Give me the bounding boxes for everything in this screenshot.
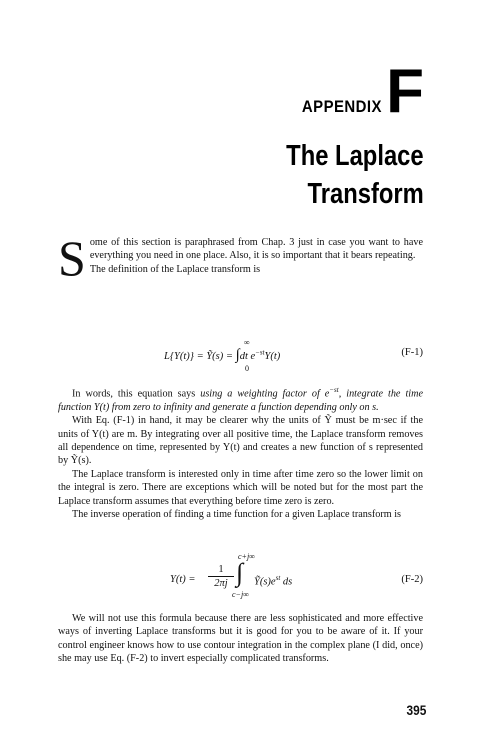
intro-paragraph bbox=[58, 230, 423, 286]
appendix-word: APPENDIX bbox=[302, 97, 383, 116]
eq1-integral-sign: ∫ bbox=[235, 347, 240, 363]
eq1-label: (F-1) bbox=[401, 347, 423, 358]
eq2-exponent: st bbox=[275, 574, 281, 582]
closing-paragraph: We will not use this formula because there are less sophisticated and more effective ways of inverting Laplace transforms but it is good for you to be aware of it. If your control engineer knows how to use contour integration in the complex plane (I did, once) she may use Eq. (F-2) to invert especially complicated transforms. bbox=[58, 613, 423, 665]
closing-paragraph-block bbox=[58, 612, 423, 666]
equation-f2 bbox=[58, 552, 423, 604]
eq1-lower-limit: 0 bbox=[245, 364, 249, 373]
equation-f1 bbox=[58, 338, 423, 373]
eq1-rhs-tail: Y(t) bbox=[264, 351, 281, 362]
eq2-lower-limit: c−j∞ bbox=[232, 590, 249, 599]
eq2-rhs bbox=[254, 574, 292, 588]
chapter-title-line-2: Transform bbox=[307, 178, 424, 210]
eq2-upper-limit: c+j∞ bbox=[238, 552, 255, 561]
appendix-heading bbox=[291, 57, 424, 126]
drop-cap: S bbox=[58, 230, 86, 286]
paragraph-in-words bbox=[58, 384, 423, 414]
p1-start: In words, this equation says bbox=[72, 388, 201, 400]
eq1-upper-limit: ∞ bbox=[244, 338, 250, 347]
eq2-integral-sign: ∫ bbox=[236, 558, 244, 587]
eq1-lhs: L{Y(t)} = Ỹ(s) = bbox=[164, 351, 233, 362]
eq2-rhs-tail: ds bbox=[282, 576, 293, 588]
eq2-fraction bbox=[208, 564, 234, 589]
chapter-title-line-1: The Laplace bbox=[286, 140, 424, 172]
p1-italic: using a weighting factor of e bbox=[200, 388, 330, 400]
p1-exponent: −st bbox=[329, 386, 339, 394]
eq1-rhs: dt e bbox=[239, 351, 256, 362]
intro-text: ome of this section is paraphrased from Chap. 3 just in case you want to have everything you need in one place. Also, it is so important that it bears repeating. bbox=[89, 237, 423, 262]
eq2-rhs-main: Ỹ(s)e bbox=[254, 576, 276, 588]
paragraph-units: With Eq. (F-1) in hand, it may be clearer why the units of Ỹ must be m·sec if the units of Y(t) are m. By integrating over all positive time, the Laplace transform removes all dependence on time, represented by Y(t) and creates a new function of s represented by Ỹ(s). bbox=[58, 415, 423, 467]
page-number: 395 bbox=[406, 702, 426, 718]
paragraph-time-zero: The Laplace transform is interested only in time after time zero so the lower limit on the integral is zero. There are exceptions which will be noted but for the most part the Laplace transform assumes that everything before time zero is zero. bbox=[58, 468, 423, 507]
definition-line: The definition of the Laplace transform is bbox=[89, 263, 261, 275]
eq1-exponent: −st bbox=[255, 348, 265, 357]
paragraph-inverse: The inverse operation of finding a time function for a given Laplace transform is bbox=[72, 509, 401, 521]
body-paragraphs bbox=[58, 384, 423, 521]
appendix-letter: F bbox=[386, 57, 424, 126]
eq2-lhs: Y(t) = bbox=[170, 574, 196, 585]
eq2-label: (F-2) bbox=[401, 574, 423, 585]
eq1-expression bbox=[164, 347, 280, 364]
eq2-denominator: 2πj bbox=[214, 578, 228, 589]
eq2-numerator: 1 bbox=[208, 564, 234, 577]
p1-italic-2: , integrate the time function Y(t) from zero to infinity and generate a function depending only on s. bbox=[58, 388, 423, 413]
